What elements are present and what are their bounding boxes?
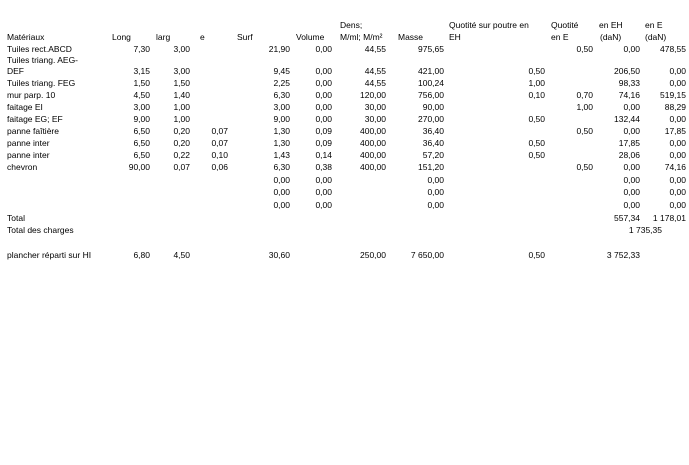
cell-dens: 44,55 [364, 66, 386, 76]
cell-surf: 21,90 [268, 44, 290, 54]
cell-en-eh: 0,00 [623, 102, 640, 112]
cell-surf: 0,00 [273, 175, 290, 185]
plancher-dens: 250,00 [360, 250, 386, 260]
cell-en-e: 0,00 [669, 66, 686, 76]
cell-en-e: 519,15 [660, 90, 686, 100]
cell-en-eh: 0,00 [623, 200, 640, 210]
cell-larg: 3,00 [173, 66, 190, 76]
cell-masse: 100,24 [418, 78, 444, 88]
cell-volume: 0,00 [315, 78, 332, 88]
cell-long: 9,00 [133, 114, 150, 124]
cell-long: 90,00 [128, 162, 150, 172]
cell-e: 0,07 [211, 138, 228, 148]
cell-volume: 0,14 [315, 150, 332, 160]
cell-en-e: 0,00 [669, 138, 686, 148]
cell-surf: 6,30 [273, 162, 290, 172]
cell-surf: 6,30 [273, 90, 290, 100]
row-name: panne inter [7, 150, 50, 160]
header-e: e [200, 32, 205, 42]
plancher-surf: 30,60 [268, 250, 290, 260]
row-name: Tuiles triang. AEG- [7, 55, 79, 65]
header-dens-unit: M/ml; M/m² [340, 32, 383, 42]
header-dens: Dens; [340, 20, 363, 30]
cell-surf: 0,00 [273, 200, 290, 210]
header-en-eh-unit: (daN) [600, 32, 622, 42]
cell-surf: 3,00 [273, 102, 290, 112]
header-surf: Surf [237, 32, 253, 42]
row-name: mur parp. 10 [7, 90, 56, 100]
header-larg: larg [156, 32, 171, 42]
row-name: Tuiles rect.ABCD [7, 44, 72, 54]
cell-quot-e: 0,50 [576, 162, 593, 172]
cell-larg: 3,00 [173, 44, 190, 54]
cell-en-eh: 0,00 [623, 44, 640, 54]
cell-quot-eh: 0,50 [528, 138, 545, 148]
cell-e: 0,10 [211, 150, 228, 160]
header-quotite-poutre: Quotité sur poutre en [449, 20, 529, 30]
plancher-name: plancher réparti sur HI [7, 250, 92, 260]
cell-masse: 975,65 [418, 44, 444, 54]
header-masse: Masse [398, 32, 424, 42]
cell-masse: 57,20 [422, 150, 444, 160]
plancher-long: 6,80 [133, 250, 150, 260]
cell-en-eh: 28,06 [618, 150, 640, 160]
cell-quot-e: 0,50 [576, 44, 593, 54]
cell-volume: 0,00 [315, 114, 332, 124]
header-en-eh: en EH [599, 20, 623, 30]
cell-en-e: 74,16 [664, 162, 686, 172]
cell-en-e: 88,29 [664, 102, 686, 112]
plancher-en-eh: 3 752,33 [606, 250, 640, 260]
plancher-larg: 4,50 [173, 250, 190, 260]
cell-quot-eh: 0,50 [528, 66, 545, 76]
cell-volume: 0,09 [315, 138, 332, 148]
cell-en-eh: 0,00 [623, 162, 640, 172]
cell-en-e: 0,00 [669, 187, 686, 197]
cell-quot-eh: 0,50 [528, 114, 545, 124]
cell-dens: 30,00 [364, 114, 386, 124]
cell-en-eh: 0,00 [623, 175, 640, 185]
cell-masse: 0,00 [427, 187, 444, 197]
total-charges-value: 1 735,35 [628, 225, 662, 235]
cell-larg: 0,20 [173, 126, 190, 136]
cell-e: 0,06 [211, 162, 228, 172]
total-label: Total [7, 213, 25, 223]
cell-en-e: 17,85 [664, 126, 686, 136]
cell-en-eh: 74,16 [618, 90, 640, 100]
cell-en-eh: 98,33 [618, 78, 640, 88]
cell-dens: 400,00 [360, 150, 386, 160]
cell-en-e: 0,00 [669, 150, 686, 160]
cell-quot-eh: 0,50 [528, 150, 545, 160]
cell-en-eh: 132,44 [614, 114, 640, 124]
header-materiaux: Matériaux [7, 32, 45, 42]
cell-en-eh: 0,00 [623, 187, 640, 197]
header-quotite-poutre-eh: EH [449, 32, 461, 42]
cell-larg: 1,40 [173, 90, 190, 100]
plancher-quotite-eh: 0,50 [528, 250, 545, 260]
cell-masse: 0,00 [427, 175, 444, 185]
cell-masse: 90,00 [422, 102, 444, 112]
cell-en-e: 0,00 [669, 200, 686, 210]
cell-surf: 2,25 [273, 78, 290, 88]
row-name: chevron [7, 162, 38, 172]
header-quotite-e-unit: en E [551, 32, 569, 42]
total-charges-label: Total des charges [7, 225, 74, 235]
cell-volume: 0,00 [315, 90, 332, 100]
header-en-e-unit: (daN) [645, 32, 667, 42]
cell-masse: 756,00 [418, 90, 444, 100]
cell-dens: 44,55 [364, 44, 386, 54]
cell-long: 4,50 [133, 90, 150, 100]
cell-surf: 9,00 [273, 114, 290, 124]
cell-long: 7,30 [133, 44, 150, 54]
total-en-e: 1 178,01 [652, 213, 686, 223]
header-long: Long [112, 32, 131, 42]
plancher-masse: 7 650,00 [410, 250, 444, 260]
cell-larg: 1,50 [173, 78, 190, 88]
row-name: faitage EG; EF [7, 114, 63, 124]
cell-quot-e: 0,50 [576, 126, 593, 136]
cell-long: 3,00 [133, 102, 150, 112]
cell-masse: 421,00 [418, 66, 444, 76]
row-name: Tuiles triang. FEG [7, 78, 76, 88]
cell-volume: 0,00 [315, 187, 332, 197]
cell-long: 6,50 [133, 150, 150, 160]
cell-long: 3,15 [133, 66, 150, 76]
cell-en-eh: 206,50 [614, 66, 640, 76]
cell-quot-e: 1,00 [576, 102, 593, 112]
cell-masse: 151,20 [418, 162, 444, 172]
cell-volume: 0,00 [315, 200, 332, 210]
cell-larg: 0,20 [173, 138, 190, 148]
cell-volume: 0,38 [315, 162, 332, 172]
cell-e: 0,07 [211, 126, 228, 136]
header-volume: Volume [296, 32, 325, 42]
cell-larg: 0,22 [173, 150, 190, 160]
cell-volume: 0,09 [315, 126, 332, 136]
row-name-continued: DEF [7, 66, 24, 76]
cell-long: 6,50 [133, 126, 150, 136]
cell-surf: 1,30 [273, 126, 290, 136]
cell-dens: 400,00 [360, 162, 386, 172]
cell-en-e: 0,00 [669, 175, 686, 185]
cell-en-e: 0,00 [669, 78, 686, 88]
cell-dens: 400,00 [360, 126, 386, 136]
cell-dens: 44,55 [364, 78, 386, 88]
cell-masse: 36,40 [422, 138, 444, 148]
cell-larg: 1,00 [173, 102, 190, 112]
cell-larg: 1,00 [173, 114, 190, 124]
header-en-e: en E [645, 20, 663, 30]
cell-dens: 30,00 [364, 102, 386, 112]
cell-masse: 36,40 [422, 126, 444, 136]
cell-quot-eh: 0,10 [528, 90, 545, 100]
total-en-eh: 557,34 [614, 213, 640, 223]
cell-volume: 0,00 [315, 44, 332, 54]
cell-masse: 270,00 [418, 114, 444, 124]
cell-en-e: 0,00 [669, 114, 686, 124]
header-quotite-e: Quotité [551, 20, 579, 30]
cell-surf: 1,43 [273, 150, 290, 160]
cell-en-e: 478,55 [660, 44, 686, 54]
row-name: panne faîtière [7, 126, 59, 136]
cell-quot-e: 0,70 [576, 90, 593, 100]
cell-surf: 0,00 [273, 187, 290, 197]
cell-en-eh: 17,85 [618, 138, 640, 148]
cell-long: 1,50 [133, 78, 150, 88]
cell-volume: 0,00 [315, 66, 332, 76]
cell-en-eh: 0,00 [623, 126, 640, 136]
cell-quot-eh: 1,00 [528, 78, 545, 88]
cell-dens: 120,00 [360, 90, 386, 100]
cell-dens: 400,00 [360, 138, 386, 148]
cell-surf: 1,30 [273, 138, 290, 148]
cell-masse: 0,00 [427, 200, 444, 210]
row-name: panne inter [7, 138, 50, 148]
cell-larg: 0,07 [173, 162, 190, 172]
row-name: faitage EI [7, 102, 43, 112]
cell-volume: 0,00 [315, 102, 332, 112]
cell-surf: 9,45 [273, 66, 290, 76]
cell-long: 6,50 [133, 138, 150, 148]
cell-volume: 0,00 [315, 175, 332, 185]
